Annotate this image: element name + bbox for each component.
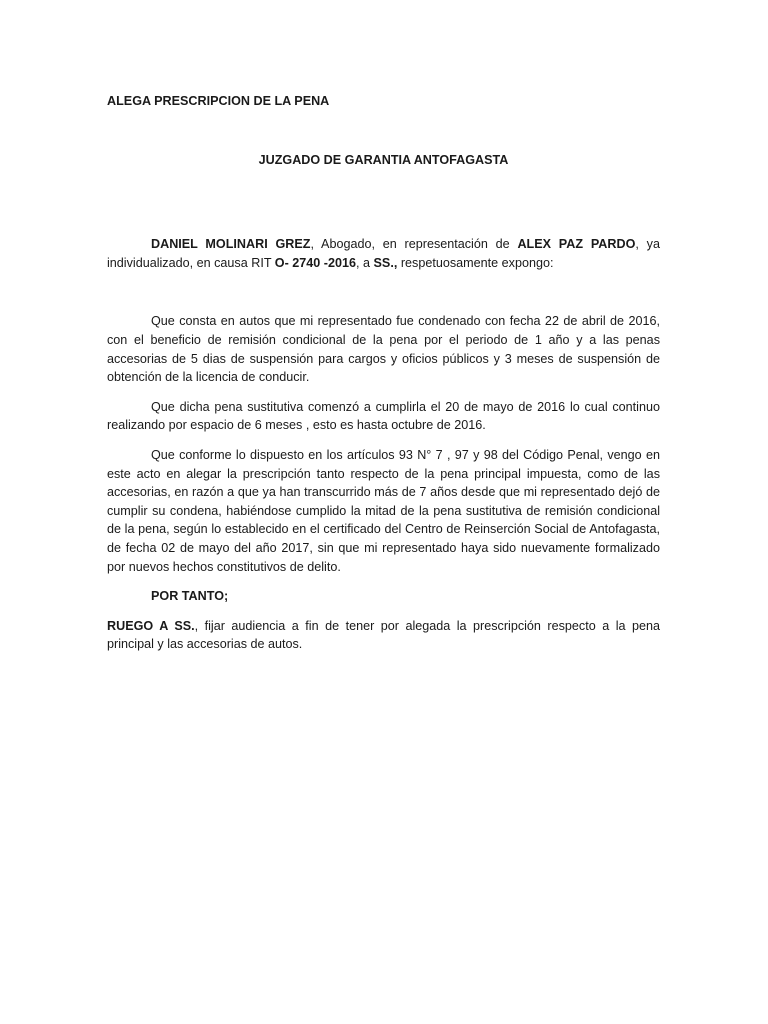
- court-name: JUZGADO DE GARANTIA ANTOFAGASTA: [258, 152, 509, 167]
- ruego-paragraph: [107, 617, 660, 654]
- ruego-text: , fijar audiencia a fin de tener por alegada la prescripción respecto a la pena principal y las accesorias de autos.: [107, 618, 661, 652]
- document-body: [107, 92, 660, 654]
- paragraph-conviction: Que consta en autos que mi representado fue condenado con fecha 22 de abril de 2016, con el beneficio de remisión condicional de la pena por el periodo de 1 año y a las penas accesorias de 5 dias de suspensión para cargos y oficios públicos y 3 meses de suspensión de obtención de la licencia de conducir.: [107, 314, 660, 385]
- paragraph-prescription: Que conforme lo dispuesto en los artículos 93 N° 7 , 97 y 98 del Código Penal, vengo en este acto en alegar la prescripción tanto respecto de la pena principal impuesta, como de las accesorias, en razón a que ya han transcurrido más de 7 años desde que mi representado dejó de cumplir su condena, habiéndose cumplido la mitad de la pena sustitutiva de remisión condicional de la pena, según lo establecido en el certificado del Centro de Reinserción Social de Antofagasta, de fecha 02 de mayo del año 2017, sin que mi representado haya sido nuevamente formalizado por nuevos hechos constitutivos de delito.: [107, 447, 660, 574]
- case-rit: O- 2740 -2016: [274, 255, 357, 270]
- intro-text-4: respetuosamente expongo:: [397, 255, 554, 270]
- addressee: SS.,: [373, 255, 398, 270]
- lawyer-name: DANIEL MOLINARI GREZ: [151, 237, 311, 252]
- intro-text-2: , ya individualizado, en causa RIT: [107, 237, 660, 270]
- paragraph-sentence-served: Que dicha pena sustitutiva comenzó a cumplirla el 20 de mayo de 2016 lo cual continuo realizando por espacio de 6 meses , esto es hasta octubre de 2016.: [107, 399, 660, 433]
- client-name: ALEX PAZ PARDO: [517, 237, 636, 252]
- por-tanto-heading: POR TANTO;: [151, 589, 229, 604]
- intro-text-1: , Abogado, en representación de: [310, 237, 518, 252]
- document-title: ALEGA PRESCRIPCION DE LA PENA: [107, 94, 330, 108]
- ruego-label: RUEGO A SS.: [107, 618, 195, 633]
- intro-paragraph: [107, 235, 660, 272]
- intro-text-3: , a: [356, 255, 374, 270]
